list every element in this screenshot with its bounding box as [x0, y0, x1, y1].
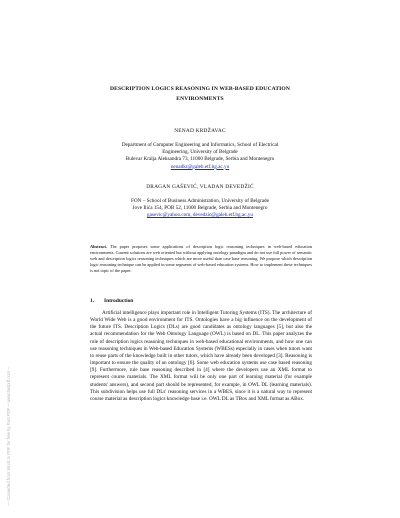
abstract-text: The paper proposes some applications of description logic reasoning techniques in web-based education environments. Current solutions are web oriented but without applying ontology paradigm and do not use full power of semantic web and description logics reasoning techniques which are more useful than case base reasoning. We propose which description logic reasoning technique can be applied in some segments of web-based education systems. How to implement these techniques is not topic of the paper.: [90, 244, 313, 273]
paragraph: Artificial intelligence plays important role in Intelligent Tutoring Systems (ITS). The architecture of World Wide Web is a good environment for ITS. Ontologies have a big influence on the development of the future ITS. Description Logics (DLs) are good candidates as ontology languages [5], but also the actual recommendation for the Web Ontology Language (OWL) is based on DL. This paper analyzes the role of description logics reasoning techniques in web-based educational environments, and how one can use reasoning techniques in Web-based Education Systems (WBESs) especially in cases when tutors want to reuse parts of the knowledge built in other tutors, which have already been developed [3]. Reasoning is important to ensure the quality of an ontology [6]. Some web education systems use case based reasoning [9]. Furthermore, rule base reasoning described in [4] where the developers use an XML format to represent course materials. The XML format will be only one part of learning material (for example students' answers), and second part should be represented, for example, in OWL DL (learning materials). This subdivision helps use full DLs' reasoning services in a WBES, since it is a natural way to represent course material as description logics knowledge base i.e. OWL DL as TBox and XML format as ABox.: [90, 310, 312, 402]
author-name-1: NENAD KRDŽAVAC: [174, 128, 226, 134]
affiliation-2: [40, 198, 360, 220]
title-line-1: DESCRIPTION LOGICS REASONING IN WEB-BASED EDUCATION: [109, 86, 291, 92]
affiliation-1: [40, 142, 360, 171]
paper-title: [40, 84, 360, 104]
title-line-2: ENVIRONMENTS: [176, 96, 224, 102]
email-link-2[interactable]: gasevic@yahoo.com, devedzic@galeb.etf.bg.ac.yu: [147, 212, 253, 219]
abstract: [90, 244, 312, 274]
section-number: 1.: [90, 298, 95, 304]
section-heading: [90, 298, 133, 304]
affiliation-2-line-2: Jove Ilića 154, POB 52, 11000 Belgrade, Serbia and Montenegro: [132, 205, 268, 212]
author-names-2: DRAGAN GAŠEVIĆ, VLADAN DEVEDŽIĆ: [146, 184, 254, 190]
section-title: Introduction: [104, 298, 134, 304]
converter-watermark: — Converted from Word to PDF for free by Fast PDF -- www.fastpdf.com --: [6, 366, 11, 506]
affiliation-1-line-2: Engineering, University of Belgrade: [162, 149, 238, 156]
body-text: [90, 310, 312, 403]
affiliation-2-line-1: FON – School of Business Administration, University of Belgrade: [131, 198, 269, 204]
email-link-1[interactable]: nenadkr@galeb.etf.bg.ac.yu: [170, 163, 230, 170]
affiliation-1-line-3: Bulevar Kralja Aleksandra 73, 11000 Belgrade, Serbia and Montenegro: [125, 156, 275, 163]
affiliation-1-line-1: Department of Computer Engineering and Informatics, School of Electrical: [121, 142, 279, 148]
abstract-label: Abstract.: [90, 244, 108, 249]
